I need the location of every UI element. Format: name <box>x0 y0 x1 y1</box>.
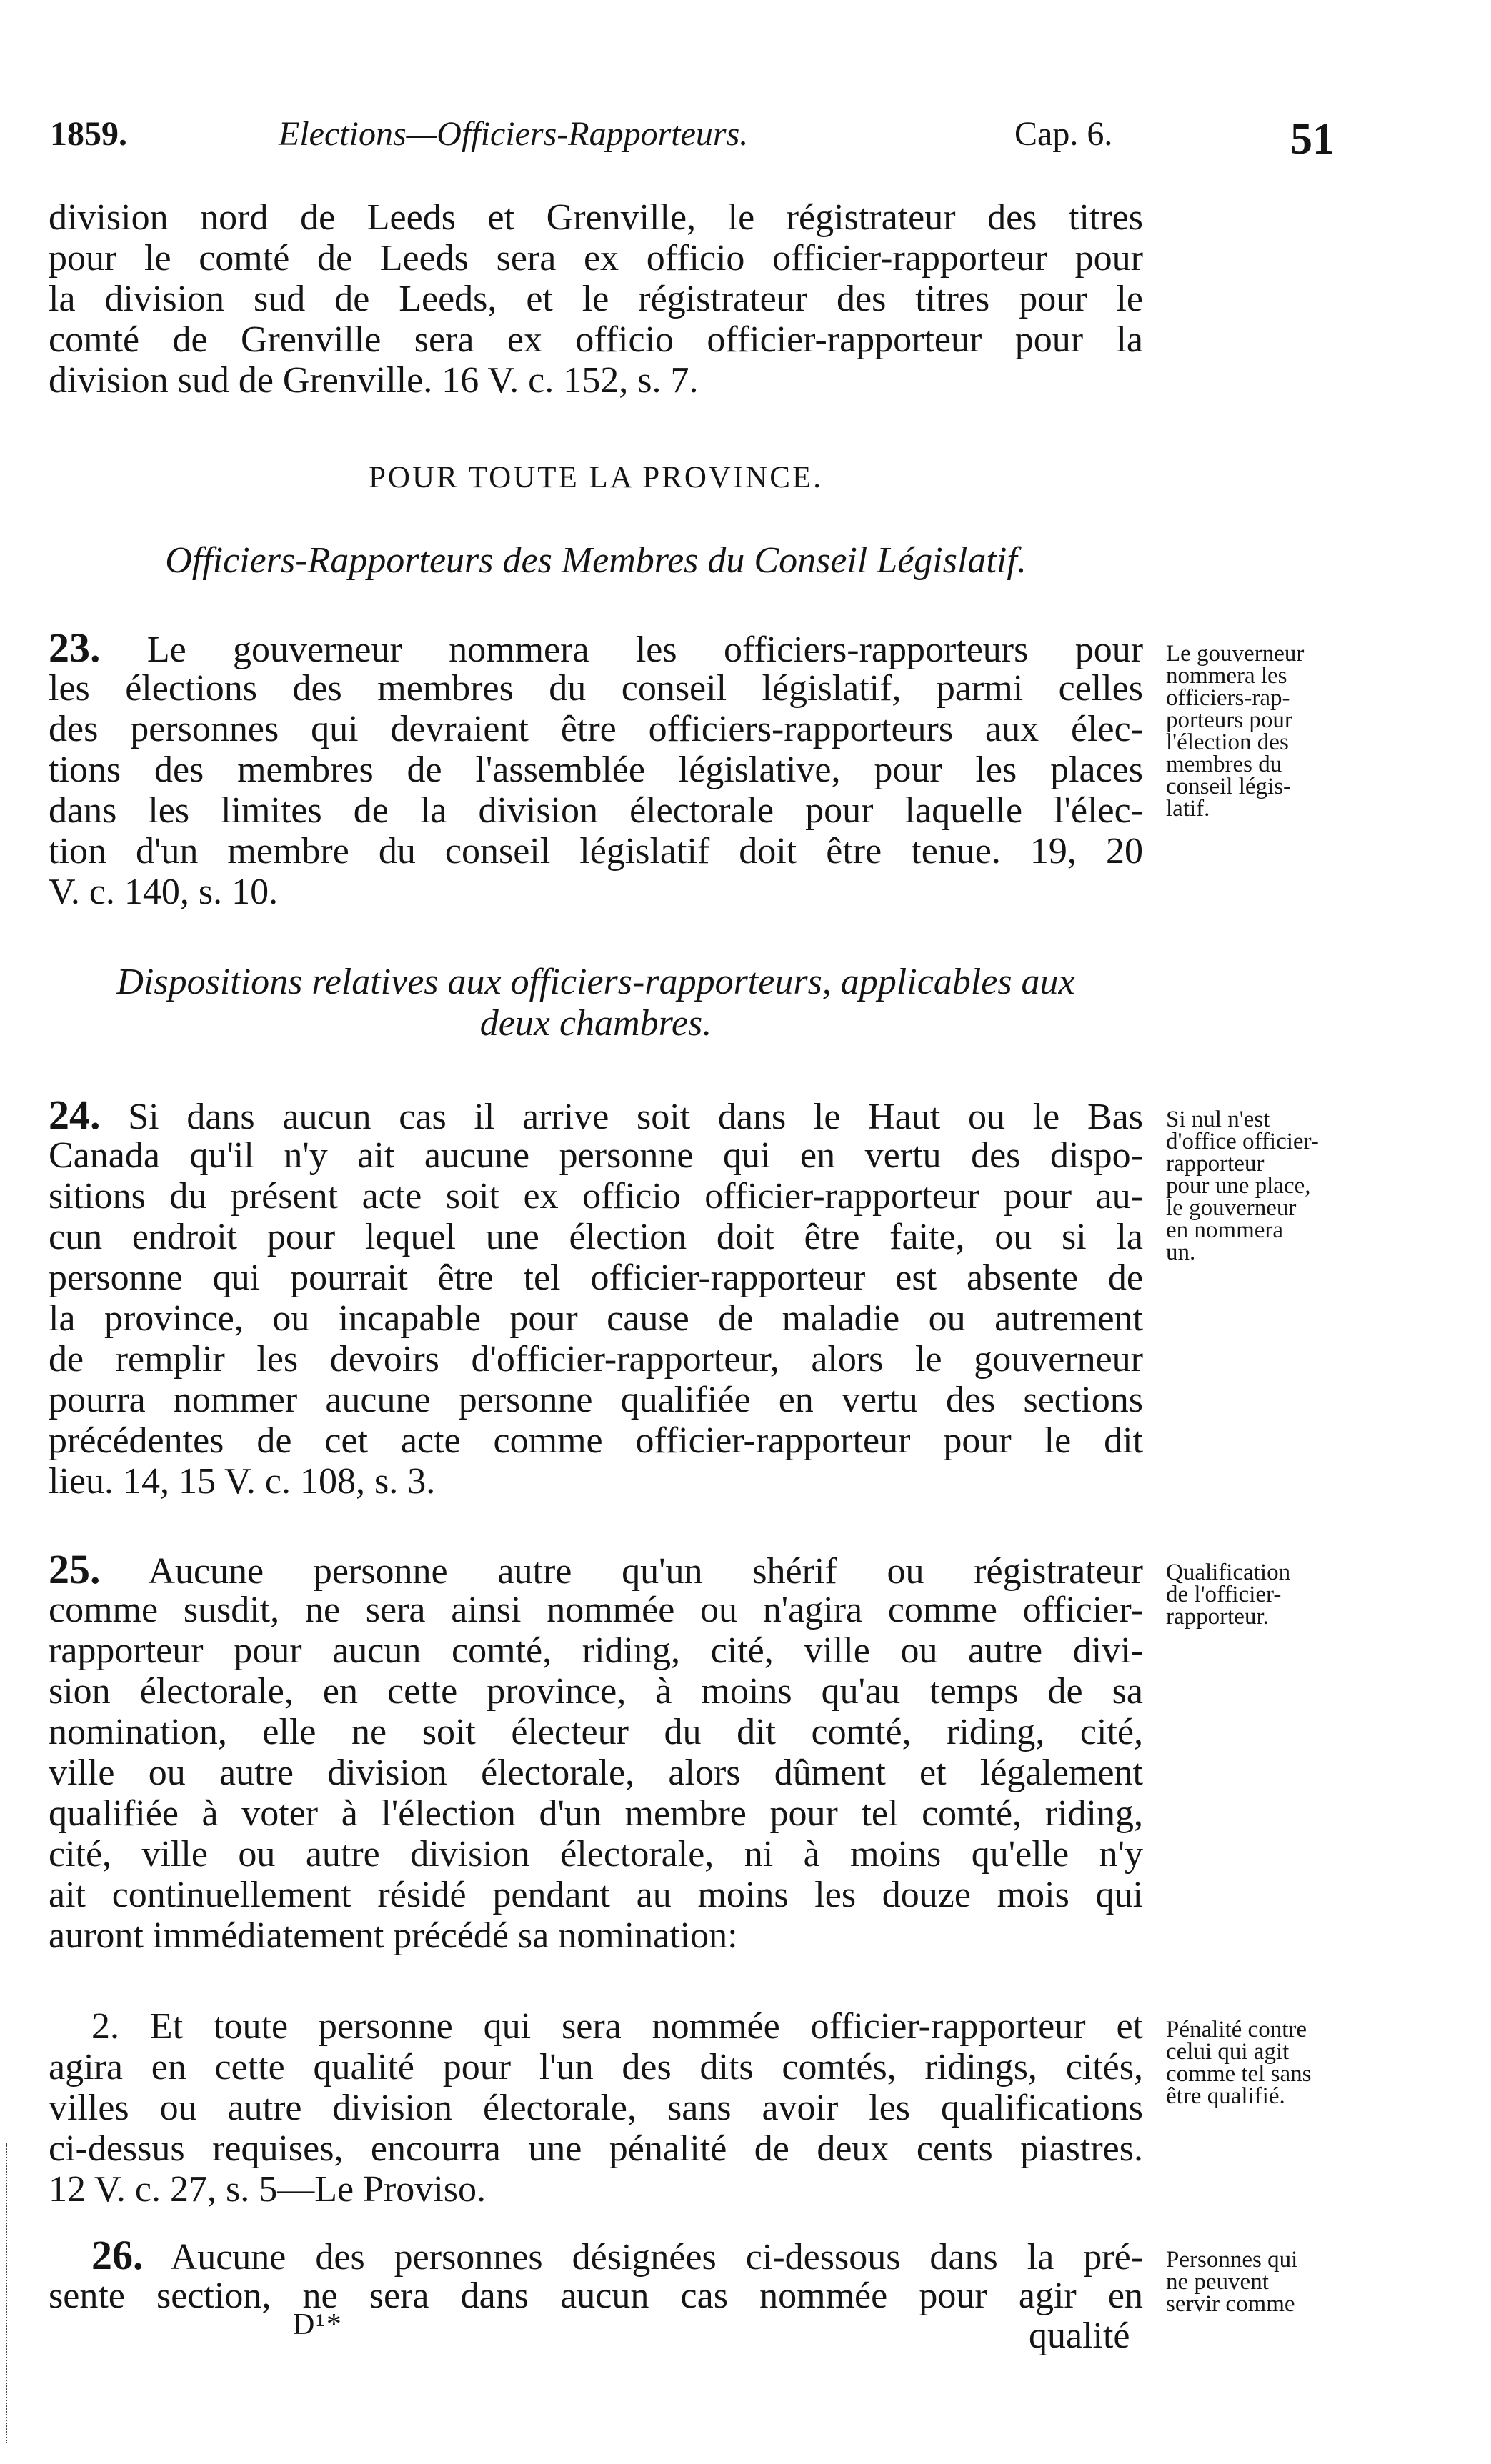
section-23 <box>49 624 1144 912</box>
text-line: nomination, elle ne soit électeur du dit comté, riding, cité, <box>49 1712 1143 1752</box>
text-line: cité, ville ou autre division électorale, ni à moins qu'elle n'y <box>49 1834 1143 1875</box>
header-title: Elections—Officiers-Rapporteurs. <box>279 115 749 153</box>
text-line: comme susdit, ne sera ainsi nommée ou n'agira comme officier- <box>49 1590 1143 1630</box>
page-edge-marks <box>6 2143 9 2443</box>
page-number: 51 <box>1290 115 1335 164</box>
text-line: la province, ou incapable pour cause de maladie ou autrement <box>49 1298 1143 1339</box>
section-24 <box>49 1094 1143 1502</box>
section-25-2 <box>49 2006 1143 2210</box>
text-line: tions des membres de l'assemblée législative, pour les places <box>49 749 1143 790</box>
text-line: division sud de Grenville. 16 V. c. 152, s. 7. <box>49 360 699 401</box>
text-line: personne qui pourrait être tel officier-rapporteur est absente de <box>49 1257 1143 1298</box>
text-line: sion électorale, en cette province, à moins qu'au temps de sa <box>49 1671 1143 1712</box>
text-line: dans les limites de la division électorale pour laquelle l'élec- <box>49 790 1143 831</box>
signature-mark: D¹* <box>293 2308 343 2341</box>
text-line: 24. Si dans aucun cas il arrive soit dans le Haut ou le Bas <box>49 1092 1143 1138</box>
text-line: la division sud de Leeds, et le régistrateur des titres pour le <box>49 279 1143 319</box>
text-line: lieu. 14, 15 V. c. 108, s. 3. <box>49 1461 436 1502</box>
header-chapter: Cap. 6. <box>1014 115 1113 153</box>
text-line: 26. Aucune des personnes désignées ci-dessous dans la pré- <box>91 2232 1143 2278</box>
text-line: cun endroit pour lequel une élection doit être faite, ou si la <box>49 1217 1143 1257</box>
text-line: 2. Et toute personne qui sera nommée officier-rapporteur et <box>91 2006 1143 2047</box>
section-heading: POUR TOUTE LA PROVINCE. <box>368 461 824 494</box>
text-line: 12 V. c. 27, s. 5—Le Proviso. <box>49 2169 486 2210</box>
subheading-legislative-council: Officiers-Rapporteurs des Membres du Conseil Législatif. <box>165 540 1027 581</box>
text-line: de remplir les devoirs d'officier-rapporteur, alors le gouverneur <box>49 1339 1143 1380</box>
margin-note-24: Si nul n'est d'office officier- rapporteur pour une place, le gouverneur en nommera un. <box>1166 1107 1319 1265</box>
text-line: division nord de Leeds et Grenville, le régistrateur des titres <box>49 197 1143 238</box>
text-line: 23. Le gouverneur nommera les officiers-rapporteurs pour <box>49 624 1144 671</box>
text-line: pour le comté de Leeds sera ex officio officier-rapporteur pour <box>49 238 1143 279</box>
catchword: qualité <box>1029 2315 1130 2356</box>
section-number: 25. <box>49 1546 101 1592</box>
text-line: 25. Aucune personne autre qu'un shérif ou régistrateur <box>49 1546 1143 1592</box>
section-number: 23. <box>49 624 101 671</box>
margin-note-26: Personnes qui ne peuvent servir comme <box>1166 2247 1298 2317</box>
text-line: sente section, ne sera dans aucun cas nommée pour agir en <box>49 2275 1143 2316</box>
text-line: comté de Grenville sera ex officio officier-rapporteur pour la <box>49 319 1143 360</box>
text-line: ait continuellement résidé pendant au moins les douze mois qui <box>49 1875 1143 1915</box>
text-line: agira en cette qualité pour l'un des dits comtés, ridings, cités, <box>49 2047 1143 2088</box>
text-line: des personnes qui devraient être officiers-rapporteurs aux élec- <box>49 709 1143 749</box>
text-line: ville ou autre division électorale, alors dûment et légalement <box>49 1752 1143 1793</box>
intro-paragraph <box>49 197 1143 401</box>
margin-note-25: Qualification de l'officier- rapporteur. <box>1166 1560 1291 1630</box>
section-25 <box>49 1546 1143 1956</box>
section-number: 26. <box>91 2232 144 2278</box>
text-line: Canada qu'il n'y ait aucune personne qui en vertu des dispo- <box>49 1135 1143 1176</box>
margin-note-25-2: Pénalité contre celui qui agit comme tel sans être qualifié. <box>1166 2017 1312 2109</box>
text-line: qualifiée à voter à l'élection d'un membre pour tel comté, riding, <box>49 1793 1143 1834</box>
running-header <box>43 114 1335 164</box>
text-line: rapporteur pour aucun comté, riding, cité, ville ou autre divi- <box>49 1630 1143 1671</box>
text-line: précédentes de cet acte comme officier-rapporteur pour le dit <box>49 1420 1143 1461</box>
text-line: pourra nommer aucune personne qualifiée en vertu des sections <box>49 1380 1143 1420</box>
margin-note-23: Le gouverneur nommera les officiers-rap- porteurs pour l'élection des membres du conseil légis- latif. <box>1166 641 1305 822</box>
text-line: auront immédiatement précédé sa nomination: <box>49 1915 738 1956</box>
section-26 <box>49 2232 1143 2316</box>
text-line: villes ou autre division électorale, sans avoir les qualifications <box>49 2088 1143 2128</box>
text-line: les élections des membres du conseil législatif, parmi celles <box>49 668 1143 709</box>
header-year: 1859. <box>50 115 127 153</box>
text-line: tion d'un membre du conseil législatif doit être tenue. 19, 20 <box>49 831 1143 872</box>
text-line: ci-dessus requises, encourra une pénalité de deux cents piastres. <box>49 2128 1143 2169</box>
subheading-both-chambers: Dispositions relatives aux officiers-rapporteurs, applicables aux deux chambres. <box>116 962 1075 1044</box>
section-number: 24. <box>49 1092 101 1138</box>
text-line: sitions du présent acte soit ex officio officier-rapporteur pour au- <box>49 1176 1143 1217</box>
text-line: V. c. 140, s. 10. <box>49 872 279 912</box>
